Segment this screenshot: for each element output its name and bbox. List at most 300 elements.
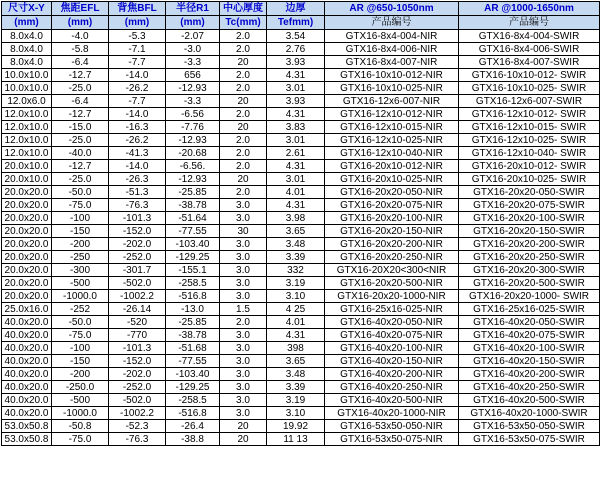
tc-cell: 2.0 [220, 30, 267, 43]
table-row [2, 355, 600, 368]
te-cell: 3.48 [267, 238, 325, 251]
nir-product-code-cell: GTX16-40x20-1000-NIR [325, 407, 459, 420]
efl-cell: -25.0 [52, 82, 109, 95]
bfl-cell: -14.0 [109, 108, 166, 121]
header-row-1 [2, 2, 600, 16]
table-row [2, 316, 600, 329]
size-cell: 40.0x20.0 [2, 316, 52, 329]
efl-cell: -300 [52, 264, 109, 277]
bfl-cell: -76.3 [109, 199, 166, 212]
efl-cell: -100 [52, 342, 109, 355]
r1-cell: -38.78 [166, 199, 220, 212]
efl-cell: -6.4 [52, 95, 109, 108]
table-header [2, 2, 600, 30]
bfl-cell: -502.0 [109, 394, 166, 407]
efl-cell: -25.0 [52, 173, 109, 186]
bfl-cell: -52.3 [109, 420, 166, 433]
size-cell: 20.0x20.0 [2, 199, 52, 212]
tc-cell: 2.0 [220, 82, 267, 95]
swir-product-code-cell: GTX16-20x20-050-SWIR [459, 186, 600, 199]
bfl-cell: -301.7 [109, 264, 166, 277]
te-cell: 4 25 [267, 303, 325, 316]
r1-cell: -26.4 [166, 420, 220, 433]
swir-product-code-cell: GTX16-20x20-300-SWIR [459, 264, 600, 277]
size-cell: 20.0x20.0 [2, 186, 52, 199]
nir-product-code-cell: GTX16-12x6-007-NIR [325, 95, 459, 108]
te-cell: 3.01 [267, 82, 325, 95]
tc-cell: 2.0 [220, 43, 267, 56]
te-header: 边厚 [267, 2, 325, 16]
r1-cell: -38.8 [166, 433, 220, 446]
bfl-cell: -152.0 [109, 355, 166, 368]
tc-cell: 20 [220, 121, 267, 134]
nir-product-code-cell: GTX16-8x4-006-NIR [325, 43, 459, 56]
swir-product-code-cell: GTX16-8x4-007-SWIR [459, 56, 600, 69]
nir-product-code-cell: GTX16-10x10-025-NIR [325, 82, 459, 95]
table-row [2, 43, 600, 56]
r1-cell: -20.68 [166, 147, 220, 160]
bfl-cell: -7.1 [109, 43, 166, 56]
lens-spec-table [1, 1, 600, 446]
r1-cell: -51.68 [166, 342, 220, 355]
te-cell: 2.76 [267, 43, 325, 56]
te-cell: 398 [267, 342, 325, 355]
bfl-cell: -41.3 [109, 147, 166, 160]
table-row [2, 264, 600, 277]
efl-cell: -75.0 [52, 199, 109, 212]
te-cell: 3.01 [267, 134, 325, 147]
nir-product-code-cell: GTX16-40x20-150-NIR [325, 355, 459, 368]
r1-cell: -12.93 [166, 134, 220, 147]
table-row [2, 394, 600, 407]
swir-product-code-cell: GTX16-20x20-1000- SWIR [459, 290, 600, 303]
efl-cell: -1000.0 [52, 290, 109, 303]
nir-product-code-cell: GTX16-20x10-012-NIR [325, 160, 459, 173]
tc-cell: 3.0 [220, 329, 267, 342]
efl-cell: -12.7 [52, 108, 109, 121]
r1-header: 半径R1 [166, 2, 220, 16]
bfl-cell: -252.0 [109, 251, 166, 264]
nir-product-code-cell: GTX16-25x16-025-NIR [325, 303, 459, 316]
te-cell: 3.93 [267, 95, 325, 108]
swir-product-code-cell: GTX16-53x50-050-SWIR [459, 420, 600, 433]
tc-cell: 3.0 [220, 342, 267, 355]
r1-cell: -6.56 [166, 108, 220, 121]
r1-cell: -25.85 [166, 186, 220, 199]
size-cell: 12.0x10.0 [2, 108, 52, 121]
r1-cell: -258.5 [166, 277, 220, 290]
swir-product-code-cell: GTX16-10x10-012- SWIR [459, 69, 600, 82]
tc-cell: 20 [220, 433, 267, 446]
r1-cell: -103.40 [166, 368, 220, 381]
nir-product-code-cell: GTX16-20x20-100-NIR [325, 212, 459, 225]
swir-product-code-cell: GTX16-12x10-015- SWIR [459, 121, 600, 134]
swir-product-code-cell: GTX16-20x20-075-SWIR [459, 199, 600, 212]
size-cell: 20.0x20.0 [2, 277, 52, 290]
tc-cell: 3.0 [220, 290, 267, 303]
nir-product-code-cell: GTX16-40x20-500-NIR [325, 394, 459, 407]
swir-product-code-cell: GTX16-20x20-200-SWIR [459, 238, 600, 251]
efl-cell: -200 [52, 238, 109, 251]
tc-cell: 2.0 [220, 186, 267, 199]
size-cell: 12.0x10.0 [2, 134, 52, 147]
bfl-header: 背焦BFL [109, 2, 166, 16]
bfl-cell: -101.3 [109, 212, 166, 225]
size-cell: 53.0x50.8 [2, 433, 52, 446]
tc-unit-header: Tc(mm) [220, 16, 267, 30]
size-cell: 40.0x20.0 [2, 355, 52, 368]
tc-cell: 3.0 [220, 212, 267, 225]
tc-cell: 3.0 [220, 407, 267, 420]
size-cell: 8.0x4.0 [2, 30, 52, 43]
bfl-cell: -202.0 [109, 238, 166, 251]
efl-cell: -500 [52, 394, 109, 407]
bfl-cell: -1002.2 [109, 407, 166, 420]
nir-product-code-cell: GTX16-20x20-250-NIR [325, 251, 459, 264]
swir-product-code-cell: GTX16-40x20-250-SWIR [459, 381, 600, 394]
te-cell: 3.83 [267, 121, 325, 134]
efl-cell: -75.0 [52, 433, 109, 446]
bfl-cell: -14.0 [109, 69, 166, 82]
efl-cell: -15.0 [52, 121, 109, 134]
r1-cell: -25.85 [166, 316, 220, 329]
bfl-cell: -1002.2 [109, 290, 166, 303]
tc-cell: 2.0 [220, 160, 267, 173]
swir-product-code-cell: GTX16-8x4-004-SWIR [459, 30, 600, 43]
size-cell: 40.0x20.0 [2, 394, 52, 407]
size-cell: 20.0x20.0 [2, 251, 52, 264]
size-cell: 53.0x50.8 [2, 420, 52, 433]
header-row-2 [2, 16, 600, 30]
swir-product-code-cell: GTX16-53x50-075-SWIR [459, 433, 600, 446]
size-cell: 20.0x10.0 [2, 160, 52, 173]
size-cell: 10.0x10.0 [2, 82, 52, 95]
swir-product-code-cell: GTX16-20x20-500-SWIR [459, 277, 600, 290]
size-cell: 10.0x10.0 [2, 69, 52, 82]
te-cell: 3.98 [267, 212, 325, 225]
table-row [2, 238, 600, 251]
nir-product-code-cell: GTX16-12x10-025-NIR [325, 134, 459, 147]
nir-product-code-header: 产品编号 [325, 16, 459, 30]
r1-cell: -258.5 [166, 394, 220, 407]
swir-product-code-cell: GTX16-20x10-025- SWIR [459, 173, 600, 186]
r1-cell: -103.40 [166, 238, 220, 251]
tc-header: 中心厚度 [220, 2, 267, 16]
te-cell: 4.31 [267, 329, 325, 342]
tc-cell: 2.0 [220, 134, 267, 147]
swir-product-code-cell: GTX16-40x20-075-SWIR [459, 329, 600, 342]
tc-cell: 2.0 [220, 316, 267, 329]
table-row [2, 277, 600, 290]
efl-cell: -40.0 [52, 147, 109, 160]
size-cell: 20.0x20.0 [2, 290, 52, 303]
size-cell: 12.0x10.0 [2, 147, 52, 160]
r1-cell: -155.1 [166, 264, 220, 277]
te-cell: 3.65 [267, 225, 325, 238]
efl-unit-header: (mm) [52, 16, 109, 30]
efl-cell: -150 [52, 225, 109, 238]
bfl-cell: -51.3 [109, 186, 166, 199]
r1-cell: -129.25 [166, 251, 220, 264]
efl-cell: -150 [52, 355, 109, 368]
table-row [2, 329, 600, 342]
r1-cell: -3.0 [166, 43, 220, 56]
efl-cell: -252 [52, 303, 109, 316]
nir-product-code-cell: GTX16-12x10-015-NIR [325, 121, 459, 134]
bfl-cell: -202.0 [109, 368, 166, 381]
table-row [2, 173, 600, 186]
table-row [2, 407, 600, 420]
bfl-cell: -16.3 [109, 121, 166, 134]
nir-product-code-cell: GTX16-20x20-050-NIR [325, 186, 459, 199]
size-cell: 40.0x20.0 [2, 342, 52, 355]
size-unit-header: (mm) [2, 16, 52, 30]
swir-product-code-header: 产品编号 [459, 16, 600, 30]
bfl-cell: -26.3 [109, 173, 166, 186]
size-cell: 40.0x20.0 [2, 381, 52, 394]
tc-cell: 1.5 [220, 303, 267, 316]
te-cell: 4.31 [267, 199, 325, 212]
r1-cell: -7.76 [166, 121, 220, 134]
swir-product-code-cell: GTX16-8x4-006-SWIR [459, 43, 600, 56]
ar-nir-header: AR @650-1050nm [325, 2, 459, 16]
nir-product-code-cell: GTX16-12x10-040-NIR [325, 147, 459, 160]
table-row [2, 225, 600, 238]
size-header: 尺寸X-Y [2, 2, 52, 16]
size-cell: 20.0x10.0 [2, 173, 52, 186]
size-cell: 20.0x20.0 [2, 238, 52, 251]
r1-cell: -38.78 [166, 329, 220, 342]
efl-header: 焦距EFL [52, 2, 109, 16]
nir-product-code-cell: GTX16-8x4-007-NIR [325, 56, 459, 69]
table-row [2, 303, 600, 316]
te-cell: 2.61 [267, 147, 325, 160]
tc-cell: 3.0 [220, 277, 267, 290]
nir-product-code-cell: GTX16-53x50-050-NIR [325, 420, 459, 433]
te-cell: 3.19 [267, 394, 325, 407]
efl-cell: -500 [52, 277, 109, 290]
efl-cell: -50.0 [52, 316, 109, 329]
bfl-cell: -520 [109, 316, 166, 329]
swir-product-code-cell: GTX16-20x10-012- SWIR [459, 160, 600, 173]
tc-cell: 3.0 [220, 355, 267, 368]
table-row [2, 186, 600, 199]
efl-cell: -4.0 [52, 30, 109, 43]
tc-cell: 3.0 [220, 264, 267, 277]
size-cell: 20.0x20.0 [2, 225, 52, 238]
bfl-cell: -26.2 [109, 134, 166, 147]
swir-product-code-cell: GTX16-40x20-100-SWIR [459, 342, 600, 355]
te-cell: 3.54 [267, 30, 325, 43]
size-cell: 12.0x10.0 [2, 121, 52, 134]
swir-product-code-cell: GTX16-12x10-025- SWIR [459, 134, 600, 147]
swir-product-code-cell: GTX16-20x20-250-SWIR [459, 251, 600, 264]
nir-product-code-cell: GTX16-8x4-004-NIR [325, 30, 459, 43]
tc-cell: 3.0 [220, 251, 267, 264]
te-cell: 4.31 [267, 160, 325, 173]
tc-cell: 20 [220, 173, 267, 186]
tc-cell: 3.0 [220, 381, 267, 394]
nir-product-code-cell: GTX16-40x20-200-NIR [325, 368, 459, 381]
table-row [2, 342, 600, 355]
bfl-cell: -101.3 [109, 342, 166, 355]
r1-cell: -3.3 [166, 56, 220, 69]
nir-product-code-cell: GTX16-20x20-500-NIR [325, 277, 459, 290]
efl-cell: -12.7 [52, 69, 109, 82]
nir-product-code-cell: GTX16-40x20-100-NIR [325, 342, 459, 355]
te-cell: 19.92 [267, 420, 325, 433]
swir-product-code-cell: GTX16-25x16-025-SWIR [459, 303, 600, 316]
te-cell: 4.31 [267, 69, 325, 82]
r1-cell: -77.55 [166, 355, 220, 368]
r1-cell: -12.93 [166, 173, 220, 186]
swir-product-code-cell: GTX16-40x20-500-SWIR [459, 394, 600, 407]
r1-cell: -6.56. [166, 160, 220, 173]
nir-product-code-cell: GTX16-12x10-012-NIR [325, 108, 459, 121]
tc-cell: 20 [220, 95, 267, 108]
swir-product-code-cell: GTX16-20x20-150-SWIR [459, 225, 600, 238]
table-row [2, 108, 600, 121]
te-cell: 3.93 [267, 56, 325, 69]
te-cell: 3.39 [267, 381, 325, 394]
size-cell: 12.0x6.0 [2, 95, 52, 108]
swir-product-code-cell: GTX16-40x20-050-SWIR [459, 316, 600, 329]
nir-product-code-cell: GTX16-10x10-012-NIR [325, 69, 459, 82]
size-cell: 8.0x4.0 [2, 56, 52, 69]
r1-cell: 656 [166, 69, 220, 82]
tc-cell: 3.0 [220, 368, 267, 381]
r1-cell: -77.55 [166, 225, 220, 238]
nir-product-code-cell: GTX16-20x20-075-NIR [325, 199, 459, 212]
efl-cell: -250.0 [52, 381, 109, 394]
bfl-cell: -252.0 [109, 381, 166, 394]
bfl-cell: -26.2 [109, 82, 166, 95]
te-cell: 3.19 [267, 277, 325, 290]
te-cell: 4.31 [267, 108, 325, 121]
efl-cell: -1000.0 [52, 407, 109, 420]
swir-product-code-cell: GTX16-12x6-007-SWIR [459, 95, 600, 108]
size-cell: 40.0x20.0 [2, 329, 52, 342]
tc-cell: 3.0 [220, 394, 267, 407]
bfl-cell: -502.0 [109, 277, 166, 290]
table-body [2, 30, 600, 446]
efl-cell: -25.0 [52, 134, 109, 147]
tc-cell: 3.0 [220, 238, 267, 251]
table-row [2, 147, 600, 160]
r1-unit-header: (mm) [166, 16, 220, 30]
te-cell: 4.01 [267, 316, 325, 329]
tc-cell: 2.0 [220, 108, 267, 121]
swir-product-code-cell: GTX16-20x20-100-SWIR [459, 212, 600, 225]
te-cell: 3.10 [267, 290, 325, 303]
bfl-cell: -7.7 [109, 95, 166, 108]
size-cell: 25.0x16.0 [2, 303, 52, 316]
swir-product-code-cell: GTX16-12x10-012- SWIR [459, 108, 600, 121]
r1-cell: -2.07 [166, 30, 220, 43]
bfl-unit-header: (mm) [109, 16, 166, 30]
r1-cell: -51.64 [166, 212, 220, 225]
table-row [2, 251, 600, 264]
r1-cell: -516.8 [166, 290, 220, 303]
size-cell: 40.0x20.0 [2, 407, 52, 420]
table-row [2, 368, 600, 381]
swir-product-code-cell: GTX16-40x20-200-SWIR [459, 368, 600, 381]
size-cell: 20.0x20.0 [2, 264, 52, 277]
table-row [2, 134, 600, 147]
nir-product-code-cell: GTX16-40x20-050-NIR [325, 316, 459, 329]
nir-product-code-cell: GTX16-20x20-1000-NIR [325, 290, 459, 303]
bfl-cell: -76.3 [109, 433, 166, 446]
table-row [2, 420, 600, 433]
size-cell: 40.0x20.0 [2, 368, 52, 381]
tc-cell: 20 [220, 420, 267, 433]
table-row [2, 56, 600, 69]
te-cell: 3.48 [267, 368, 325, 381]
efl-cell: -5.8 [52, 43, 109, 56]
r1-cell: -12.93 [166, 82, 220, 95]
size-cell: 8.0x4.0 [2, 43, 52, 56]
bfl-cell: -5.3 [109, 30, 166, 43]
nir-product-code-cell: GTX16-40x20-075-NIR [325, 329, 459, 342]
tc-cell: 2.0 [220, 147, 267, 160]
efl-cell: -6.4 [52, 56, 109, 69]
bfl-cell: -152.0 [109, 225, 166, 238]
swir-product-code-cell: GTX16-10x10-025- SWIR [459, 82, 600, 95]
tc-cell: 2.0 [220, 69, 267, 82]
te-unit-header: Tefmm) [267, 16, 325, 30]
te-cell: 3.01 [267, 173, 325, 186]
te-cell: 332 [267, 264, 325, 277]
table-row [2, 69, 600, 82]
efl-cell: -200 [52, 368, 109, 381]
size-cell: 20.0x20.0 [2, 212, 52, 225]
te-cell: 3.10 [267, 407, 325, 420]
nir-product-code-cell: GTX16-20x20-200-NIR [325, 238, 459, 251]
tc-cell: 3.0 [220, 199, 267, 212]
table-row [2, 212, 600, 225]
table-row [2, 30, 600, 43]
nir-product-code-cell: GTX16-20x10-025-NIR [325, 173, 459, 186]
tc-cell: 30 [220, 225, 267, 238]
ar-swir-header: AR @1000-1650nm [459, 2, 600, 16]
efl-cell: -50.8 [52, 420, 109, 433]
table-row [2, 290, 600, 303]
nir-product-code-cell: GTX16-20X20<300<NIR [325, 264, 459, 277]
efl-cell: -50.0 [52, 186, 109, 199]
table-row [2, 381, 600, 394]
swir-product-code-cell: GTX16-40x20-1000-SWIR [459, 407, 600, 420]
efl-cell: -12.7 [52, 160, 109, 173]
table-row [2, 199, 600, 212]
bfl-cell: -14.0 [109, 160, 166, 173]
table-row [2, 82, 600, 95]
table-row [2, 160, 600, 173]
swir-product-code-cell: GTX16-40x20-150-SWIR [459, 355, 600, 368]
nir-product-code-cell: GTX16-20x20-150-NIR [325, 225, 459, 238]
efl-cell: -250 [52, 251, 109, 264]
bfl-cell: -7.7 [109, 56, 166, 69]
nir-product-code-cell: GTX16-53x50-075-NIR [325, 433, 459, 446]
bfl-cell: -26.14 [109, 303, 166, 316]
r1-cell: -3.3 [166, 95, 220, 108]
r1-cell: -516.8 [166, 407, 220, 420]
bfl-cell: -770 [109, 329, 166, 342]
efl-cell: -75.0 [52, 329, 109, 342]
table-row [2, 121, 600, 134]
swir-product-code-cell: GTX16-12x10-040- SWIR [459, 147, 600, 160]
te-cell: 3.39 [267, 251, 325, 264]
nir-product-code-cell: GTX16-40x20-250-NIR [325, 381, 459, 394]
